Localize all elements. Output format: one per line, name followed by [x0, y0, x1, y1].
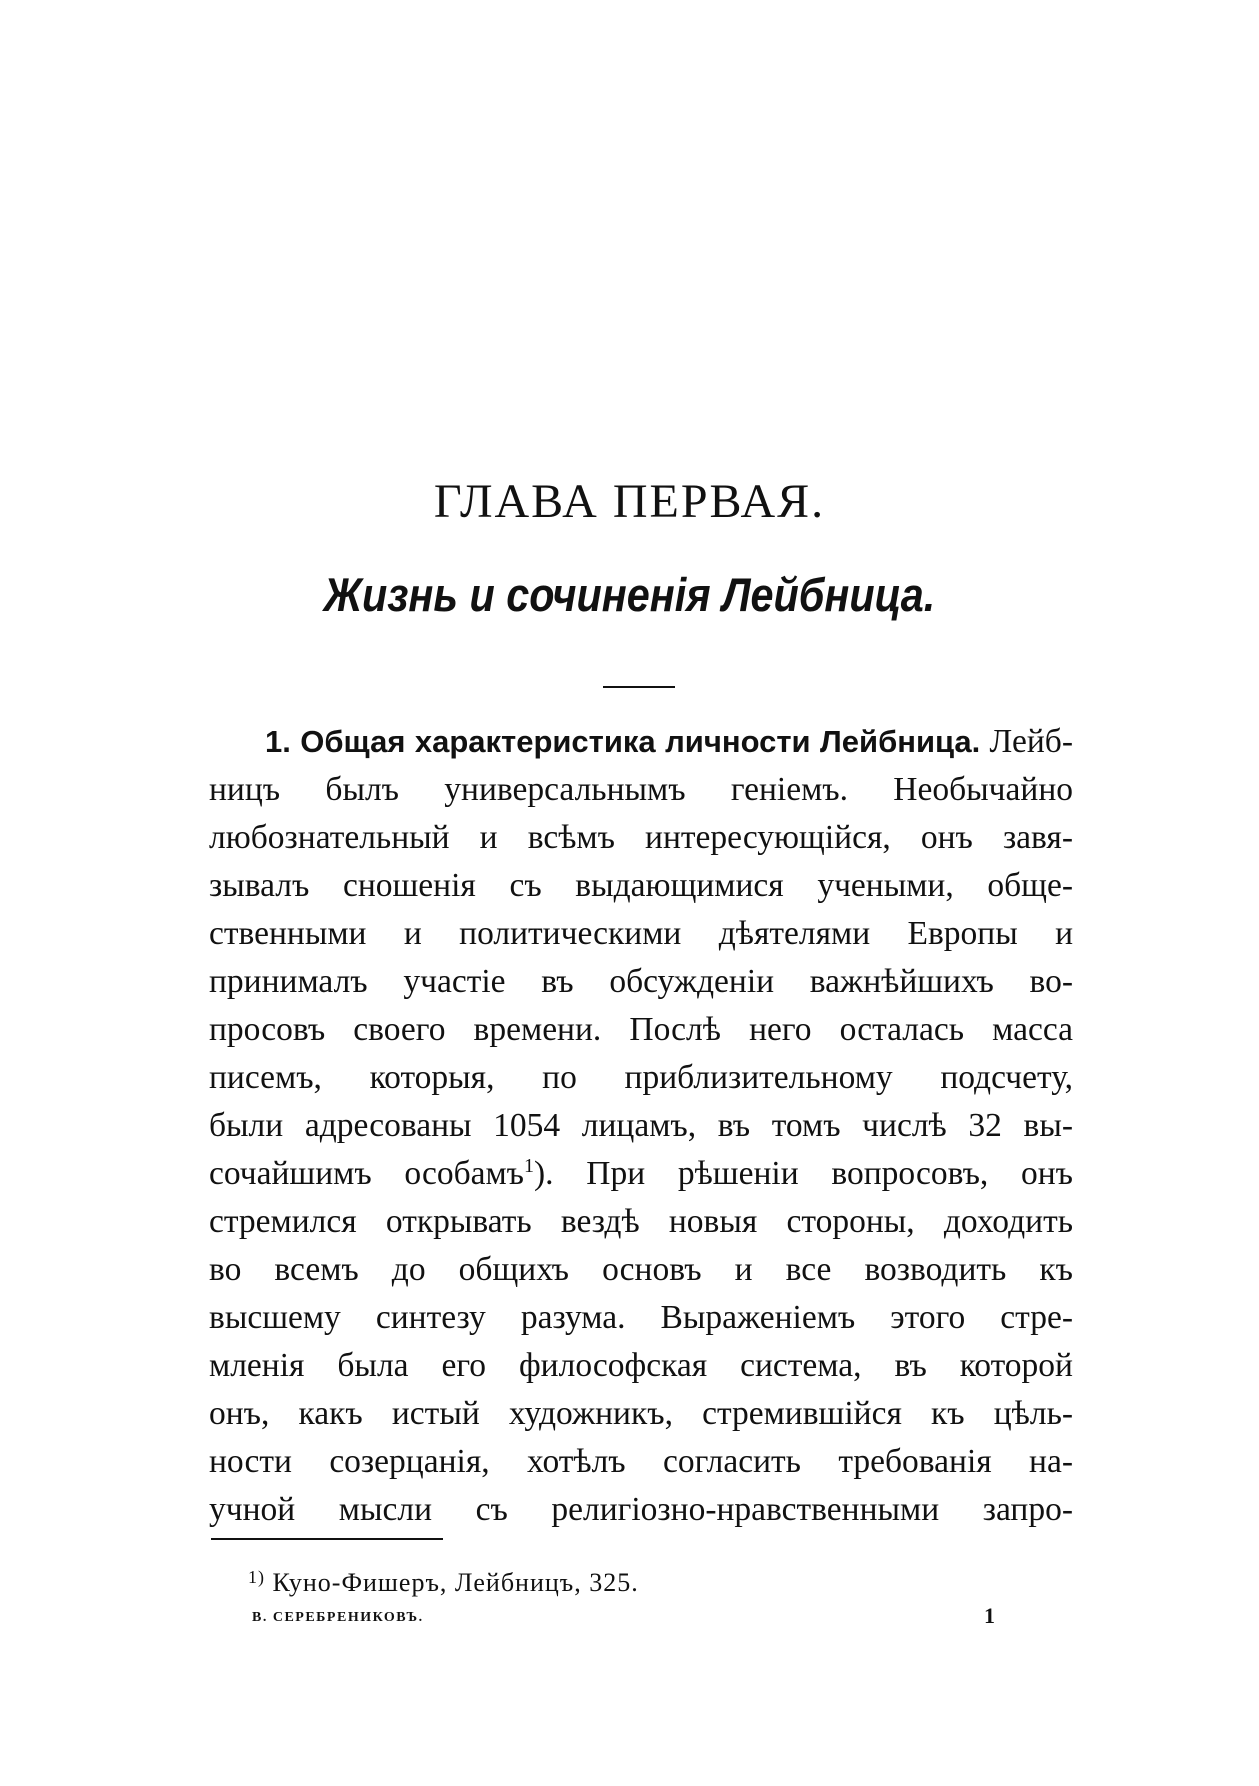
body-line: писемъ, которыя, по приблизительному подсчету,: [209, 1059, 1073, 1096]
body-line: были адресованы 1054 лицамъ, въ томъ числѣ 32 вы-: [209, 1107, 1073, 1144]
body-line: любознательный и всѣмъ интересующійся, онъ завя-: [209, 819, 1073, 856]
footnote-reference[interactable]: 1: [524, 1155, 535, 1177]
footnote-text: Куно-Фишеръ, Лейбницъ, 325.: [272, 1568, 639, 1597]
body-line: высшему синтезу разума. Выраженіемъ этого стре-: [209, 1299, 1073, 1336]
body-line: стремился открывать вездѣ новыя стороны, доходить: [209, 1203, 1073, 1240]
footnote: [248, 1560, 639, 1600]
footnote-rule: [211, 1538, 443, 1540]
chapter-title: ГЛАВА ПЕРВАЯ.: [433, 475, 826, 528]
section-heading: 1. Общая характеристика личности Лейбница.: [265, 724, 981, 759]
first-line-tail: Лейб-: [989, 723, 1073, 760]
body-line-part: ). При рѣшеніи вопросовъ, онъ: [534, 1155, 1073, 1192]
body-line: мленія была его философская система, въ которой: [209, 1347, 1073, 1384]
sheet-number: 1: [984, 1603, 995, 1628]
body-line: ности созерцанія, хотѣлъ согласить требованія на-: [209, 1443, 1073, 1480]
section-body: [209, 718, 1073, 1534]
body-line: ницъ былъ универсальнымъ геніемъ. Необычайно: [209, 771, 1073, 808]
printer-signature: В. СЕРЕБРЕНИКОВЪ.: [252, 1610, 424, 1625]
body-line: учной мысли съ религіозно-нравственными запро-: [209, 1491, 1073, 1528]
chapter-subtitle: Жизнь и сочиненія Лейбница.: [323, 568, 936, 621]
body-line-part: сочайшимъ особамъ: [209, 1155, 525, 1192]
body-line: онъ, какъ истый художникъ, стремившійся къ цѣль-: [209, 1395, 1073, 1432]
section-first-line: [209, 718, 1073, 766]
footnote-mark: 1): [248, 1567, 265, 1587]
body-line-with-footnote: [209, 1150, 1073, 1198]
title-divider: [603, 686, 675, 688]
body-line: зывалъ сношенія съ выдающимися учеными, обще-: [209, 867, 1073, 904]
body-line: просовъ своего времени. Послѣ него осталась масса: [209, 1011, 1073, 1048]
body-line: во всемъ до общихъ основъ и все возводить къ: [209, 1251, 1073, 1288]
body-line: принималъ участіе въ обсужденіи важнѣйшихъ во-: [209, 963, 1073, 1000]
body-line: ственными и политическими дѣятелями Европы и: [209, 915, 1073, 952]
